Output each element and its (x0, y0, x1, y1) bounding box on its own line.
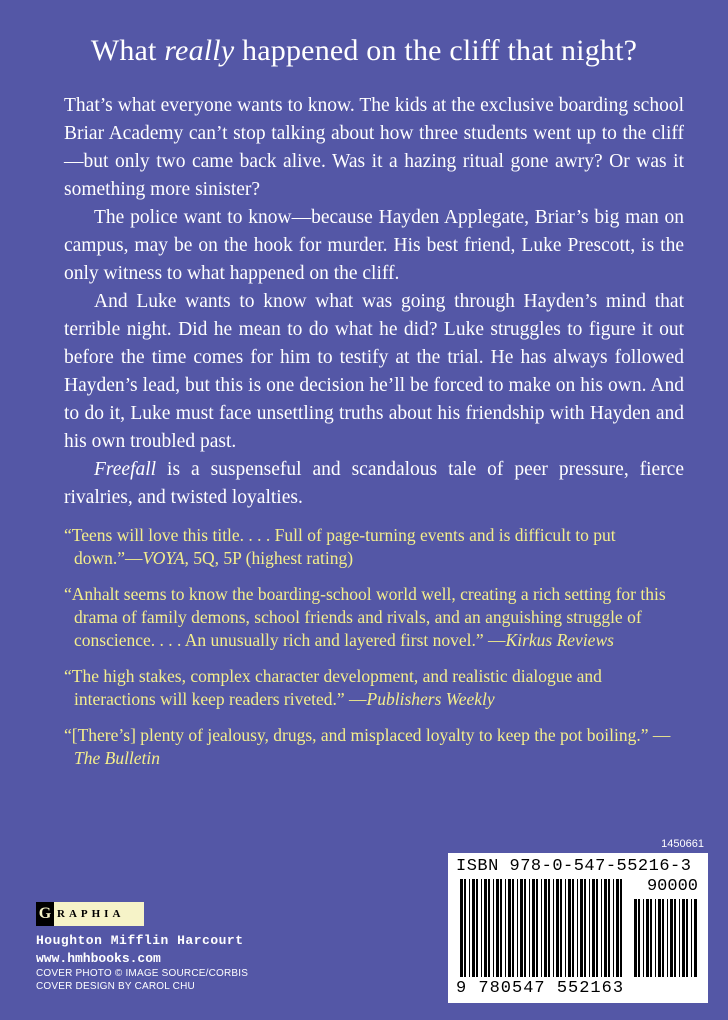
barcode-bar (662, 899, 664, 977)
headline-post: happened on the cliff that night? (234, 34, 638, 67)
book-title: Freefall (94, 459, 157, 480)
logo-rest: RAPHIA (57, 908, 125, 920)
barcode-bar (655, 899, 656, 977)
barcode-bar (548, 879, 550, 977)
barcode-bar (694, 899, 697, 977)
barcode-bar (469, 879, 470, 977)
barcode-bar (488, 879, 490, 977)
barcode-bar (541, 879, 542, 977)
barcode-bar (682, 899, 685, 977)
barcode-bar (512, 879, 514, 977)
barcode-bar (616, 879, 619, 977)
review-text: “Teens will love this title. . . . Full of page-turning events and is difficult to put down.”— (64, 525, 616, 568)
barcode-bar (529, 879, 530, 977)
barcode-bar (691, 899, 692, 977)
barcode-bar (460, 879, 463, 977)
review-source: Publishers Weekly (366, 689, 495, 709)
barcode-bar (505, 879, 506, 977)
review-text: “Anhalt seems to know the boarding-school world well, creating a rich setting for this drama of family demons, school friends and rivals, and an anguishing struggle of conscience. . . . An unusually rich and layered first novel.” — (64, 584, 666, 650)
blurb-paragraph-1: That’s what everyone wants to know. The kids at the exclusive boarding school Briar Academy can’t stop talking about how three students went up to the cliff—but only two came back alive. Was it a hazing ritual gone awry? Or was it something more sinister? (64, 95, 684, 200)
review-kirkus (64, 583, 684, 652)
headline-emphasis: really (164, 34, 235, 67)
barcode-bar (670, 899, 673, 977)
blurb (64, 92, 684, 512)
barcode-bar (646, 899, 649, 977)
headline-pre: What (90, 34, 165, 67)
barcode-bar (572, 879, 574, 977)
logo-initial: G (36, 902, 54, 926)
barcode-bar (643, 899, 644, 977)
review-text: “[There’s] plenty of jealousy, drugs, and misplaced loyalty to keep the pot boiling.” — (64, 725, 671, 745)
barcode-bar (620, 879, 622, 977)
barcode-bar (472, 879, 475, 977)
ean-text: 9 780547 552163 (456, 979, 625, 998)
barcode-bar (560, 879, 562, 977)
barcode-bar (580, 879, 583, 977)
barcode-bar (493, 879, 494, 977)
review-tail: , 5Q, 5P (highest rating) (184, 548, 354, 568)
barcode-bar (565, 879, 566, 977)
barcode-bar (484, 879, 487, 977)
review-list (64, 524, 684, 783)
blurb-paragraph-4 (64, 456, 684, 512)
review-bulletin (64, 724, 684, 770)
price-code: 90000 (646, 877, 698, 896)
barcode-panel (448, 853, 708, 1003)
barcode-bar (556, 879, 559, 977)
barcode-bar (481, 879, 482, 977)
barcode-bar (508, 879, 511, 977)
barcode-bar (520, 879, 523, 977)
barcode-bar (584, 879, 586, 977)
barcode-bar (544, 879, 547, 977)
barcode-bar (634, 899, 637, 977)
barcode-bar (650, 899, 652, 977)
barcode-bar (601, 879, 602, 977)
blurb-paragraph-2: The police want to know—because Hayden Applegate, Briar’s big man on campus, may be on the hook for murder. His best friend, Luke Prescott, is the only witness to what happened on the cliff. (64, 207, 684, 284)
graphia-logo (36, 902, 144, 926)
publisher-website[interactable]: www.hmhbooks.com (36, 951, 161, 966)
barcode-bar (613, 879, 614, 977)
review-publishers-weekly (64, 665, 684, 711)
barcode-bar (638, 899, 640, 977)
blurb-paragraph-3: And Luke wants to know what was going through Hayden’s mind that terrible night. Did he mean to do what he did? Luke struggles to figure it out before the time comes for him to testify at the trial. He has always followed Hayden’s lead, but this is one decision he’ll be forced to make on his own. And to do it, Luke must face unsettling truths about his friendship with Hayden and his own troubled past. (64, 291, 684, 452)
barcode-bar (679, 899, 680, 977)
barcode-bar (686, 899, 688, 977)
barcode-bar (464, 879, 466, 977)
barcode-bar (524, 879, 526, 977)
isbn-text: ISBN 978-0-547-55216-3 (456, 857, 692, 876)
barcode-bar (596, 879, 598, 977)
review-voya (64, 524, 684, 570)
barcode-bar (476, 879, 478, 977)
review-source: VOYA (142, 548, 185, 568)
barcode-bar (667, 899, 668, 977)
barcode-bar (658, 899, 661, 977)
product-code: 1450661 (661, 838, 704, 850)
headline (0, 34, 728, 68)
barcode-bar (674, 899, 676, 977)
barcode-bar (536, 879, 538, 977)
publisher-name: Houghton Mifflin Harcourt (36, 933, 244, 948)
barcode-bar (568, 879, 571, 977)
barcode-bar (577, 879, 578, 977)
barcode-bar (589, 879, 590, 977)
cover-design-credit: COVER DESIGN BY CAROL CHU (36, 981, 195, 992)
review-source: The Bulletin (74, 748, 161, 768)
cover-photo-credit: COVER PHOTO © IMAGE SOURCE/CORBIS (36, 968, 249, 979)
barcode-bar (517, 879, 518, 977)
barcode-bar (608, 879, 610, 977)
blurb-paragraph-4-text: is a suspenseful and scandalous tale of peer pressure, fierce rivalries, and twisted loyalties. (64, 459, 684, 508)
barcode-bar (553, 879, 554, 977)
barcode-bar (496, 879, 499, 977)
review-source: Kirkus Reviews (505, 630, 614, 650)
barcode-bar (500, 879, 502, 977)
review-text: “The high stakes, complex character development, and realistic dialogue and interactions will keep readers riveted.” — (64, 666, 602, 709)
barcode-bar (532, 879, 535, 977)
barcode-bar (592, 879, 595, 977)
barcode-bar (604, 879, 607, 977)
